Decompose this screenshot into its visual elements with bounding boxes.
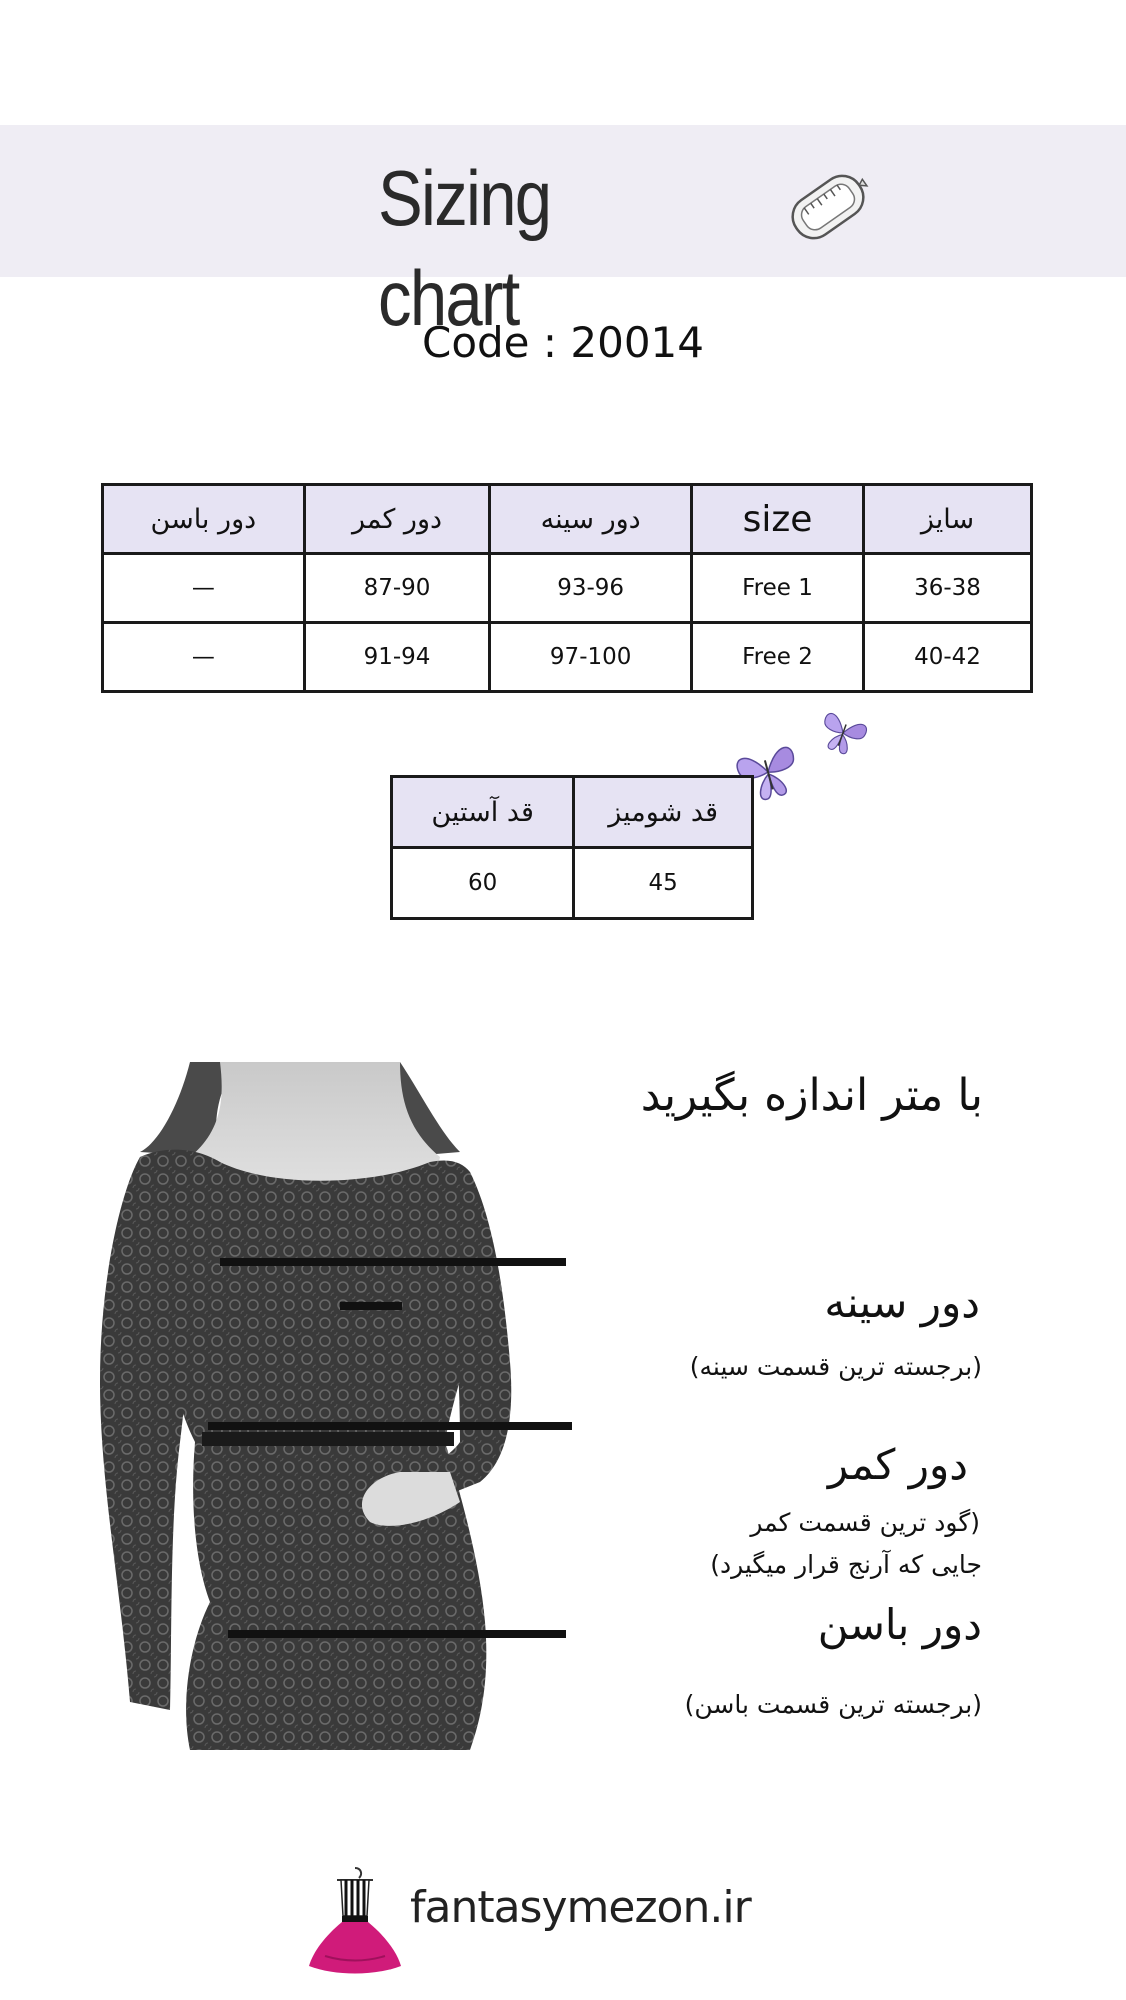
guide-heading: با متر اندازه بگیرید xyxy=(640,1070,983,1121)
cell-waist: 91-94 xyxy=(304,623,490,692)
cell-waist: 87-90 xyxy=(304,554,490,623)
cell-blouse-length: 45 xyxy=(574,848,753,919)
cell-size-fa: 40-42 xyxy=(864,623,1032,692)
cell-hip: — xyxy=(103,623,305,692)
waist-note-line2: جایی که آرنج قرار میگیرد) xyxy=(710,1550,982,1579)
site-url[interactable]: fantasymezon.ir xyxy=(410,1882,751,1933)
cell-sleeve-length: 60 xyxy=(392,848,574,919)
cell-chest: 93-96 xyxy=(490,554,692,623)
hip-label: دور باسن xyxy=(817,1600,982,1649)
header-waist: دور کمر xyxy=(304,485,490,554)
page-title: Sizing chart xyxy=(378,154,551,342)
size-table xyxy=(101,483,1033,693)
size-table-header-row xyxy=(103,485,1032,554)
cell-chest: 97-100 xyxy=(490,623,692,692)
waist-note-line1: (گود ترین قسمت کمر xyxy=(750,1508,980,1537)
cell-size-en: Free 2 xyxy=(691,623,863,692)
measurement-figure-image xyxy=(100,1062,580,1750)
length-table xyxy=(390,775,754,920)
header-size-en: size xyxy=(691,485,863,554)
measuring-tape-icon xyxy=(782,160,874,254)
cell-size-en: Free 1 xyxy=(691,554,863,623)
table-row xyxy=(103,554,1032,623)
cell-size-fa: 36-38 xyxy=(864,554,1032,623)
header-sleeve-length: قد آستین xyxy=(392,777,574,848)
waist-label: دور کمر xyxy=(827,1440,968,1489)
length-table-header-row xyxy=(392,777,753,848)
table-row xyxy=(103,623,1032,692)
header-chest: دور سینه xyxy=(490,485,692,554)
header-size-fa: سایز xyxy=(864,485,1032,554)
product-code: Code : 20014 xyxy=(422,318,704,367)
cell-hip: — xyxy=(103,554,305,623)
hip-note: (برجسته ترین قسمت باسن) xyxy=(684,1690,982,1719)
header-hip: دور باسن xyxy=(103,485,305,554)
butterfly-icon xyxy=(816,706,870,760)
table-row xyxy=(392,848,753,919)
chest-label: دور سینه xyxy=(824,1278,980,1327)
dress-logo-icon xyxy=(305,1866,405,1976)
chest-note: (برجسته ترین قسمت سینه) xyxy=(689,1352,982,1381)
header-blouse-length: قد شومیز xyxy=(574,777,753,848)
